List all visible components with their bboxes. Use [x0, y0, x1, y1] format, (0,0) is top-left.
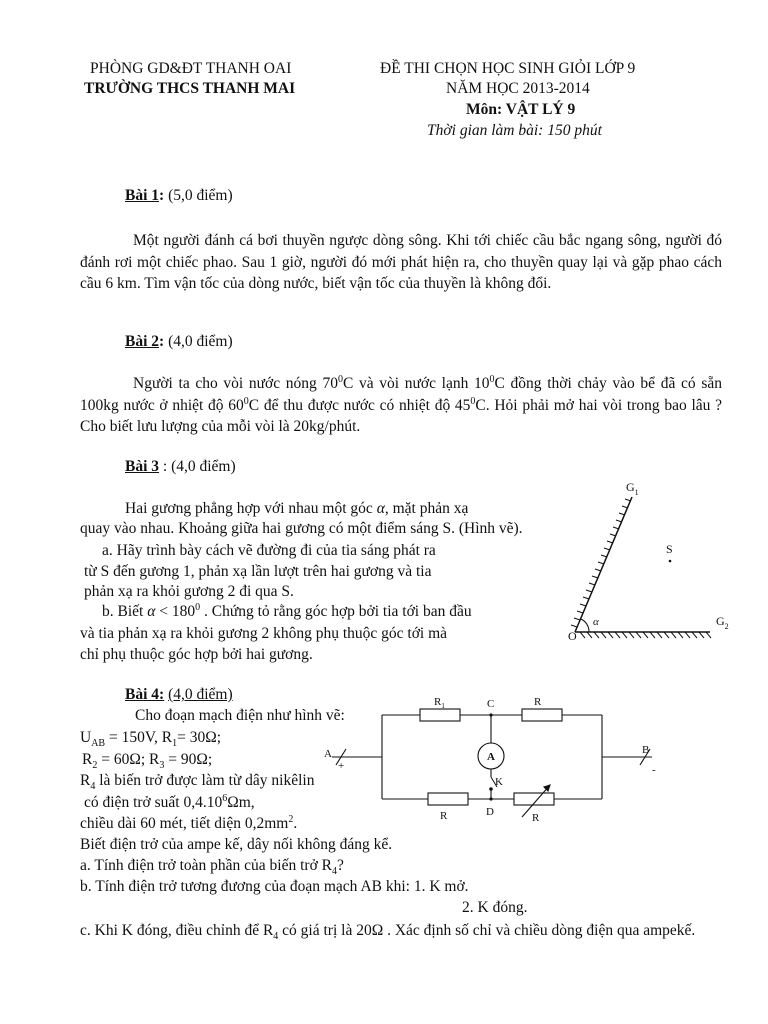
bai2-text-e: C. Hỏi phải mở hai vòi trong bao lâu ? Cho biết lưu lượng của mỗi vòi là 20kg/phút.: [80, 396, 722, 435]
bai4-heading: [125, 686, 233, 704]
bai2-title: Bài 2: [125, 333, 160, 350]
bai3-b1: [102, 603, 472, 621]
bai3-line2: quay vào nhau. Khoảng giữa hai gương có một điểm sáng S. (Hình vẽ).: [80, 520, 523, 537]
l11a: c. Khi K đóng, điều chỉnh để R: [80, 922, 274, 939]
l3a: R: [82, 751, 93, 768]
bai2-text-d: C để thu được nước có nhiệt độ 45: [248, 396, 471, 414]
bai1-title: Bài 1: [125, 187, 160, 204]
deg-sup: 0: [243, 395, 249, 407]
alpha-symbol: α: [147, 603, 156, 620]
label-c: C: [487, 698, 495, 710]
bai1-points: (5,0 điểm): [168, 187, 233, 204]
bai4-l9: b. Tính điện trở tương đương của đoạn mạch AB khi: 1. K mở.: [80, 878, 469, 895]
bai1-text: Một người đánh cá bơi thuyền ngược dòng sông. Khi tới chiếc cầu bắc ngang sông, người đó đánh rơi một chiếc phao. Sau 1 giờ, người đó mới phát hiện ra, cho thuyền quay lại và gặp phao cách cầu 6 km. Tìm vận tốc của dòng nước, biết vận tốc của thuyền là không đổi.: [80, 232, 722, 292]
l4b: là biến trở được làm từ dây nikêlin: [95, 772, 315, 789]
sup-6: 6: [222, 792, 228, 804]
sup-2: 2: [288, 813, 294, 825]
bai2-text-b: C và vòi nước lạnh 10: [342, 375, 490, 392]
sub-ab: AB: [91, 738, 106, 750]
label-a-sign: +: [338, 760, 345, 772]
bai4-l7: Biết điện trở của ampe kế, dây nối không đáng kể.: [80, 836, 393, 853]
label-r4: R: [532, 812, 540, 824]
l2c: = 30Ω;: [177, 729, 222, 746]
label-k: K: [495, 776, 503, 788]
bai2-colon: :: [159, 333, 169, 350]
bai3-l1a: Hai gương phẳng hợp với nhau một góc: [125, 500, 377, 517]
sub-4: 4: [90, 781, 96, 793]
bai3-b1b: < 180: [155, 603, 196, 620]
alpha-symbol: α: [376, 500, 385, 517]
bai4-l1: Cho đoạn mạch điện như hình vẽ:: [135, 707, 345, 724]
sub-4: 4: [273, 931, 279, 943]
mirror-g2-hatch: [580, 632, 711, 638]
bai3-b3: chỉ phụ thuộc góc hợp bởi hai gương.: [80, 646, 313, 663]
school-name: TRƯỜNG THCS THANH MAI: [84, 80, 296, 97]
mirror-g1: [575, 497, 632, 632]
l3c: = 90Ω;: [164, 751, 213, 768]
bai3-b1c: . Chứng tỏ rằng góc hợp bởi tia tới ban đầu: [200, 603, 472, 620]
l2b: = 150V, R: [105, 729, 173, 746]
angle-label: α: [593, 616, 599, 628]
bai2-points: (4,0 điểm): [168, 333, 233, 350]
bai2-text-c: C đồng thời chảy vào bể đã có sẵn 100kg nước ở nhiệt độ 60: [80, 375, 722, 414]
angle-arc: [581, 619, 589, 632]
label-r1: $R_1$: [434, 696, 445, 710]
bai1-heading: [125, 187, 233, 205]
label-g1: $G_1$: [626, 480, 639, 497]
resistor-r3: [428, 793, 468, 805]
bai4-l11: [80, 920, 722, 942]
deg-sup: 0: [470, 395, 476, 407]
bai3-l1b: , mặt phản xạ: [384, 500, 469, 517]
l4a: R: [80, 772, 91, 789]
bai4-l8: [80, 857, 344, 878]
sub-4: 4: [332, 866, 337, 878]
school-year: NĂM HỌC 2013-2014: [446, 80, 590, 97]
label-o: O: [568, 629, 577, 643]
bai1-colon: :: [159, 187, 169, 204]
label-r3: R: [440, 810, 448, 822]
bai4-l6: [80, 815, 297, 833]
deg-sup: 0: [195, 601, 201, 613]
l8b: ?: [337, 857, 344, 874]
label-g2: $G_2$: [716, 614, 729, 631]
sub-2: 2: [92, 760, 98, 772]
point-s: [669, 560, 672, 563]
label-b: B: [642, 744, 650, 756]
bai2-text-a: Người ta cho vòi nước nóng 70: [133, 375, 338, 392]
bai3-line1: [125, 500, 468, 518]
mirror-g1-hatch: [571, 499, 631, 627]
resistor-r2: [522, 709, 562, 721]
bai4-points: (4,0 điểm): [168, 686, 233, 703]
l3b: = 60Ω; R: [97, 751, 160, 768]
resistor-r1: [420, 709, 460, 721]
junction-d: [489, 797, 492, 800]
bai4-l4: [80, 772, 315, 793]
label-a: A: [324, 748, 332, 760]
l8a: a. Tính điện trở toàn phần của biến trở R: [80, 857, 332, 874]
sub-1: 1: [172, 738, 178, 750]
bai3-a2: từ S đến gương 1, phản xạ lần lượt trên hai gương và tia: [84, 563, 432, 580]
bai3-b1a: b. Biết: [102, 603, 148, 620]
subject: Môn: VẬT LÝ 9: [466, 101, 576, 118]
circuit-figure: [318, 695, 668, 835]
label-b-sign: -: [652, 764, 656, 776]
bai2-heading: [125, 333, 233, 351]
l6a: chiều dài 60 mét, tiết diện 0,2mm: [80, 815, 289, 832]
bai3-title: Bài 3: [125, 458, 160, 475]
bai3-a1: a. Hãy trình bày cách vẽ đường đi của tia sáng phát ra: [102, 542, 436, 559]
junction-c: [489, 713, 492, 716]
bai4-title: Bài 4:: [125, 686, 165, 703]
label-s: S: [666, 542, 673, 556]
bai3-a3: phản xạ ra khỏi gương 2 đi qua S.: [84, 583, 294, 600]
bai4-l10: 2. K đóng.: [462, 899, 528, 916]
bai3-b2: và tia phản xạ ra khỏi gương 2 không phụ thuộc góc tới mà: [80, 625, 448, 642]
school-office: PHÒNG GD&ĐT THANH OAI: [90, 60, 292, 77]
label-d: D: [486, 806, 494, 818]
exam-title: ĐỀ THI CHỌN HỌC SINH GIỎI LỚP 9: [380, 60, 636, 77]
bai2-text: [80, 373, 722, 438]
label-r2: R: [534, 696, 542, 708]
l5a: có điện trở suất 0,4.10: [84, 794, 223, 811]
bai3-heading: [125, 458, 236, 476]
u-label: U: [80, 729, 92, 746]
time-limit: Thời gian làm bài: 150 phút: [427, 122, 602, 139]
mirrors-figure: [560, 475, 740, 650]
bai4-l3: [82, 751, 213, 772]
bai3-points: : (4,0 điểm): [162, 458, 236, 475]
deg-sup: 0: [337, 373, 343, 385]
bai4-l5: [84, 794, 255, 812]
l11b: có giá trị là 20Ω . Xác định số chỉ và chiều dòng điện qua ampekế.: [278, 922, 696, 939]
l5b: Ωm,: [227, 794, 255, 811]
l6b: .: [293, 815, 298, 832]
bai4-l2: [80, 729, 222, 750]
deg-sup: 0: [489, 373, 495, 385]
ammeter-label: A: [487, 751, 495, 763]
sub-3: 3: [159, 760, 165, 772]
